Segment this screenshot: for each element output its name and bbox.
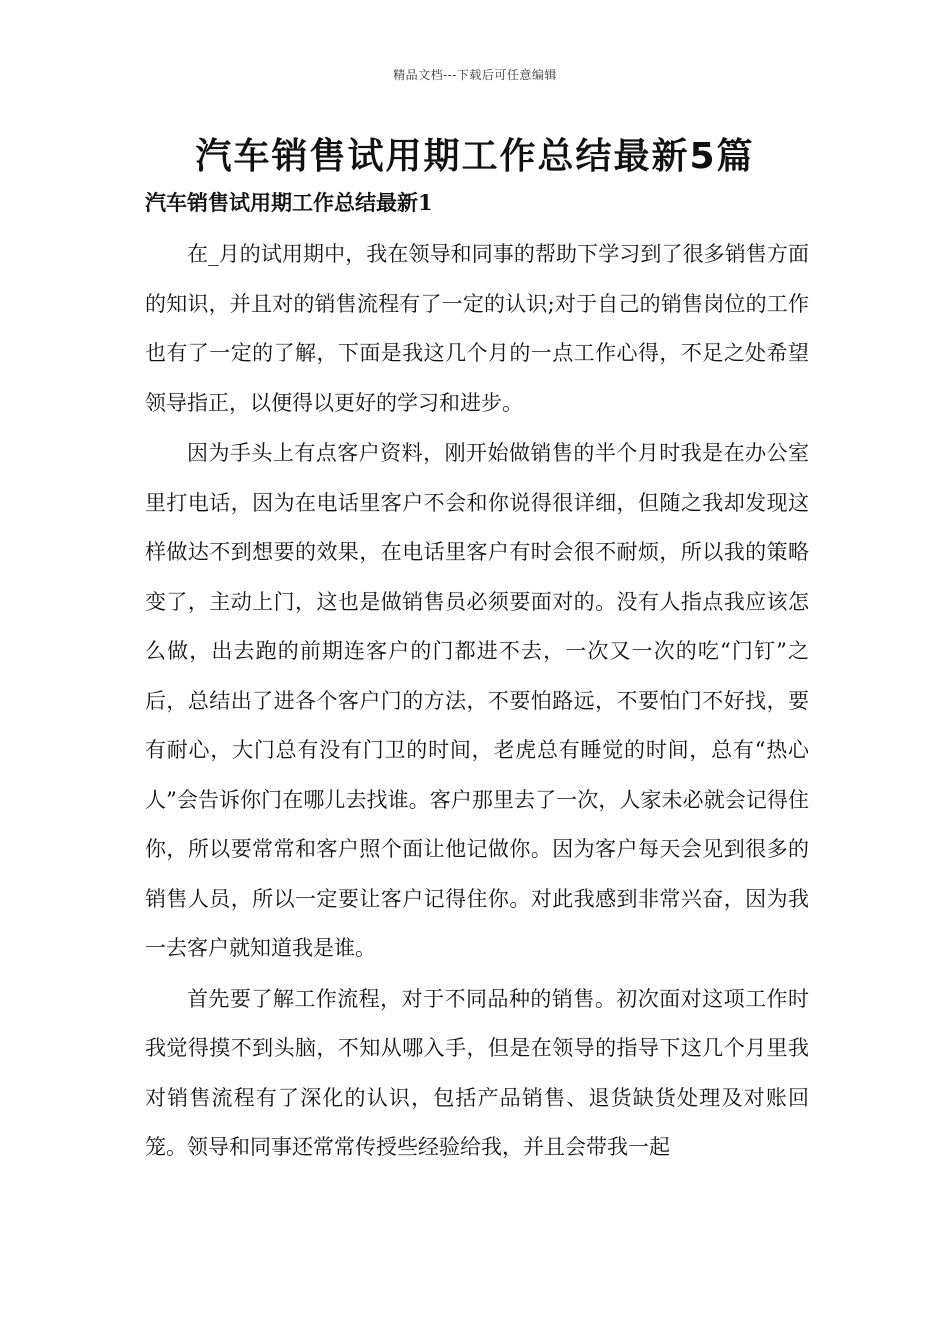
paragraph: 首先要了解工作流程，对于不同品种的销售。初次面对这项工作时我觉得摸不到头脑，不知从哪入手，但是在领导的指导下这几个月里我对销售流程有了深化的认识，包括产品销售、退货缺货处理及对账回笼。领导和同事还常常传授些经验给我，并且会带我一起 bbox=[145, 986, 809, 1159]
document-title: 汽车销售试用期工作总结最新5篇 bbox=[195, 136, 755, 177]
paragraph: 在_月的试用期中，我在领导和同事的帮助下学习到了很多销售方面的知识，并且对的销售流程有了一定的认识;对于自己的销售岗位的工作也有了一定的了解，下面是我这几个月的一点工作心得，不足之处希望领导指正，以便得以更好的学习和进步。 bbox=[145, 242, 809, 415]
section-subtitle: 汽车销售试用期工作总结最新1 bbox=[145, 190, 433, 215]
body-text bbox=[145, 230, 809, 1174]
paragraph: 因为手头上有点客户资料，刚开始做销售的半个月时我是在办公室里打电话，因为在电话里客户不会和你说得很详细，但随之我却发现这样做达不到想要的效果，在电话里客户有时会很不耐烦，所以我的策略变了，主动上门，这也是做销售员必须要面对的。没有人指点我应该怎么做，出去跑的前期连客户的门都进不去，一次又一次的吃“门钉”之后，总结出了进各个客户门的方法，不要怕路远，不要怕门不好找，要有耐心，大门总有没有门卫的时间，老虎总有睡觉的时间，总有“热心人”会告诉你门在哪儿去找谁。客户那里去了一次，人家未必就会记得住你，所以要常常和客户照个面让他记做你。因为客户每天会见到很多的销售人员，所以一定要让客户记得住你。对此我感到非常兴奋，因为我一去客户就知道我是谁。 bbox=[145, 441, 809, 960]
header-note: 精品文档---下载后可任意编辑 bbox=[393, 68, 557, 82]
